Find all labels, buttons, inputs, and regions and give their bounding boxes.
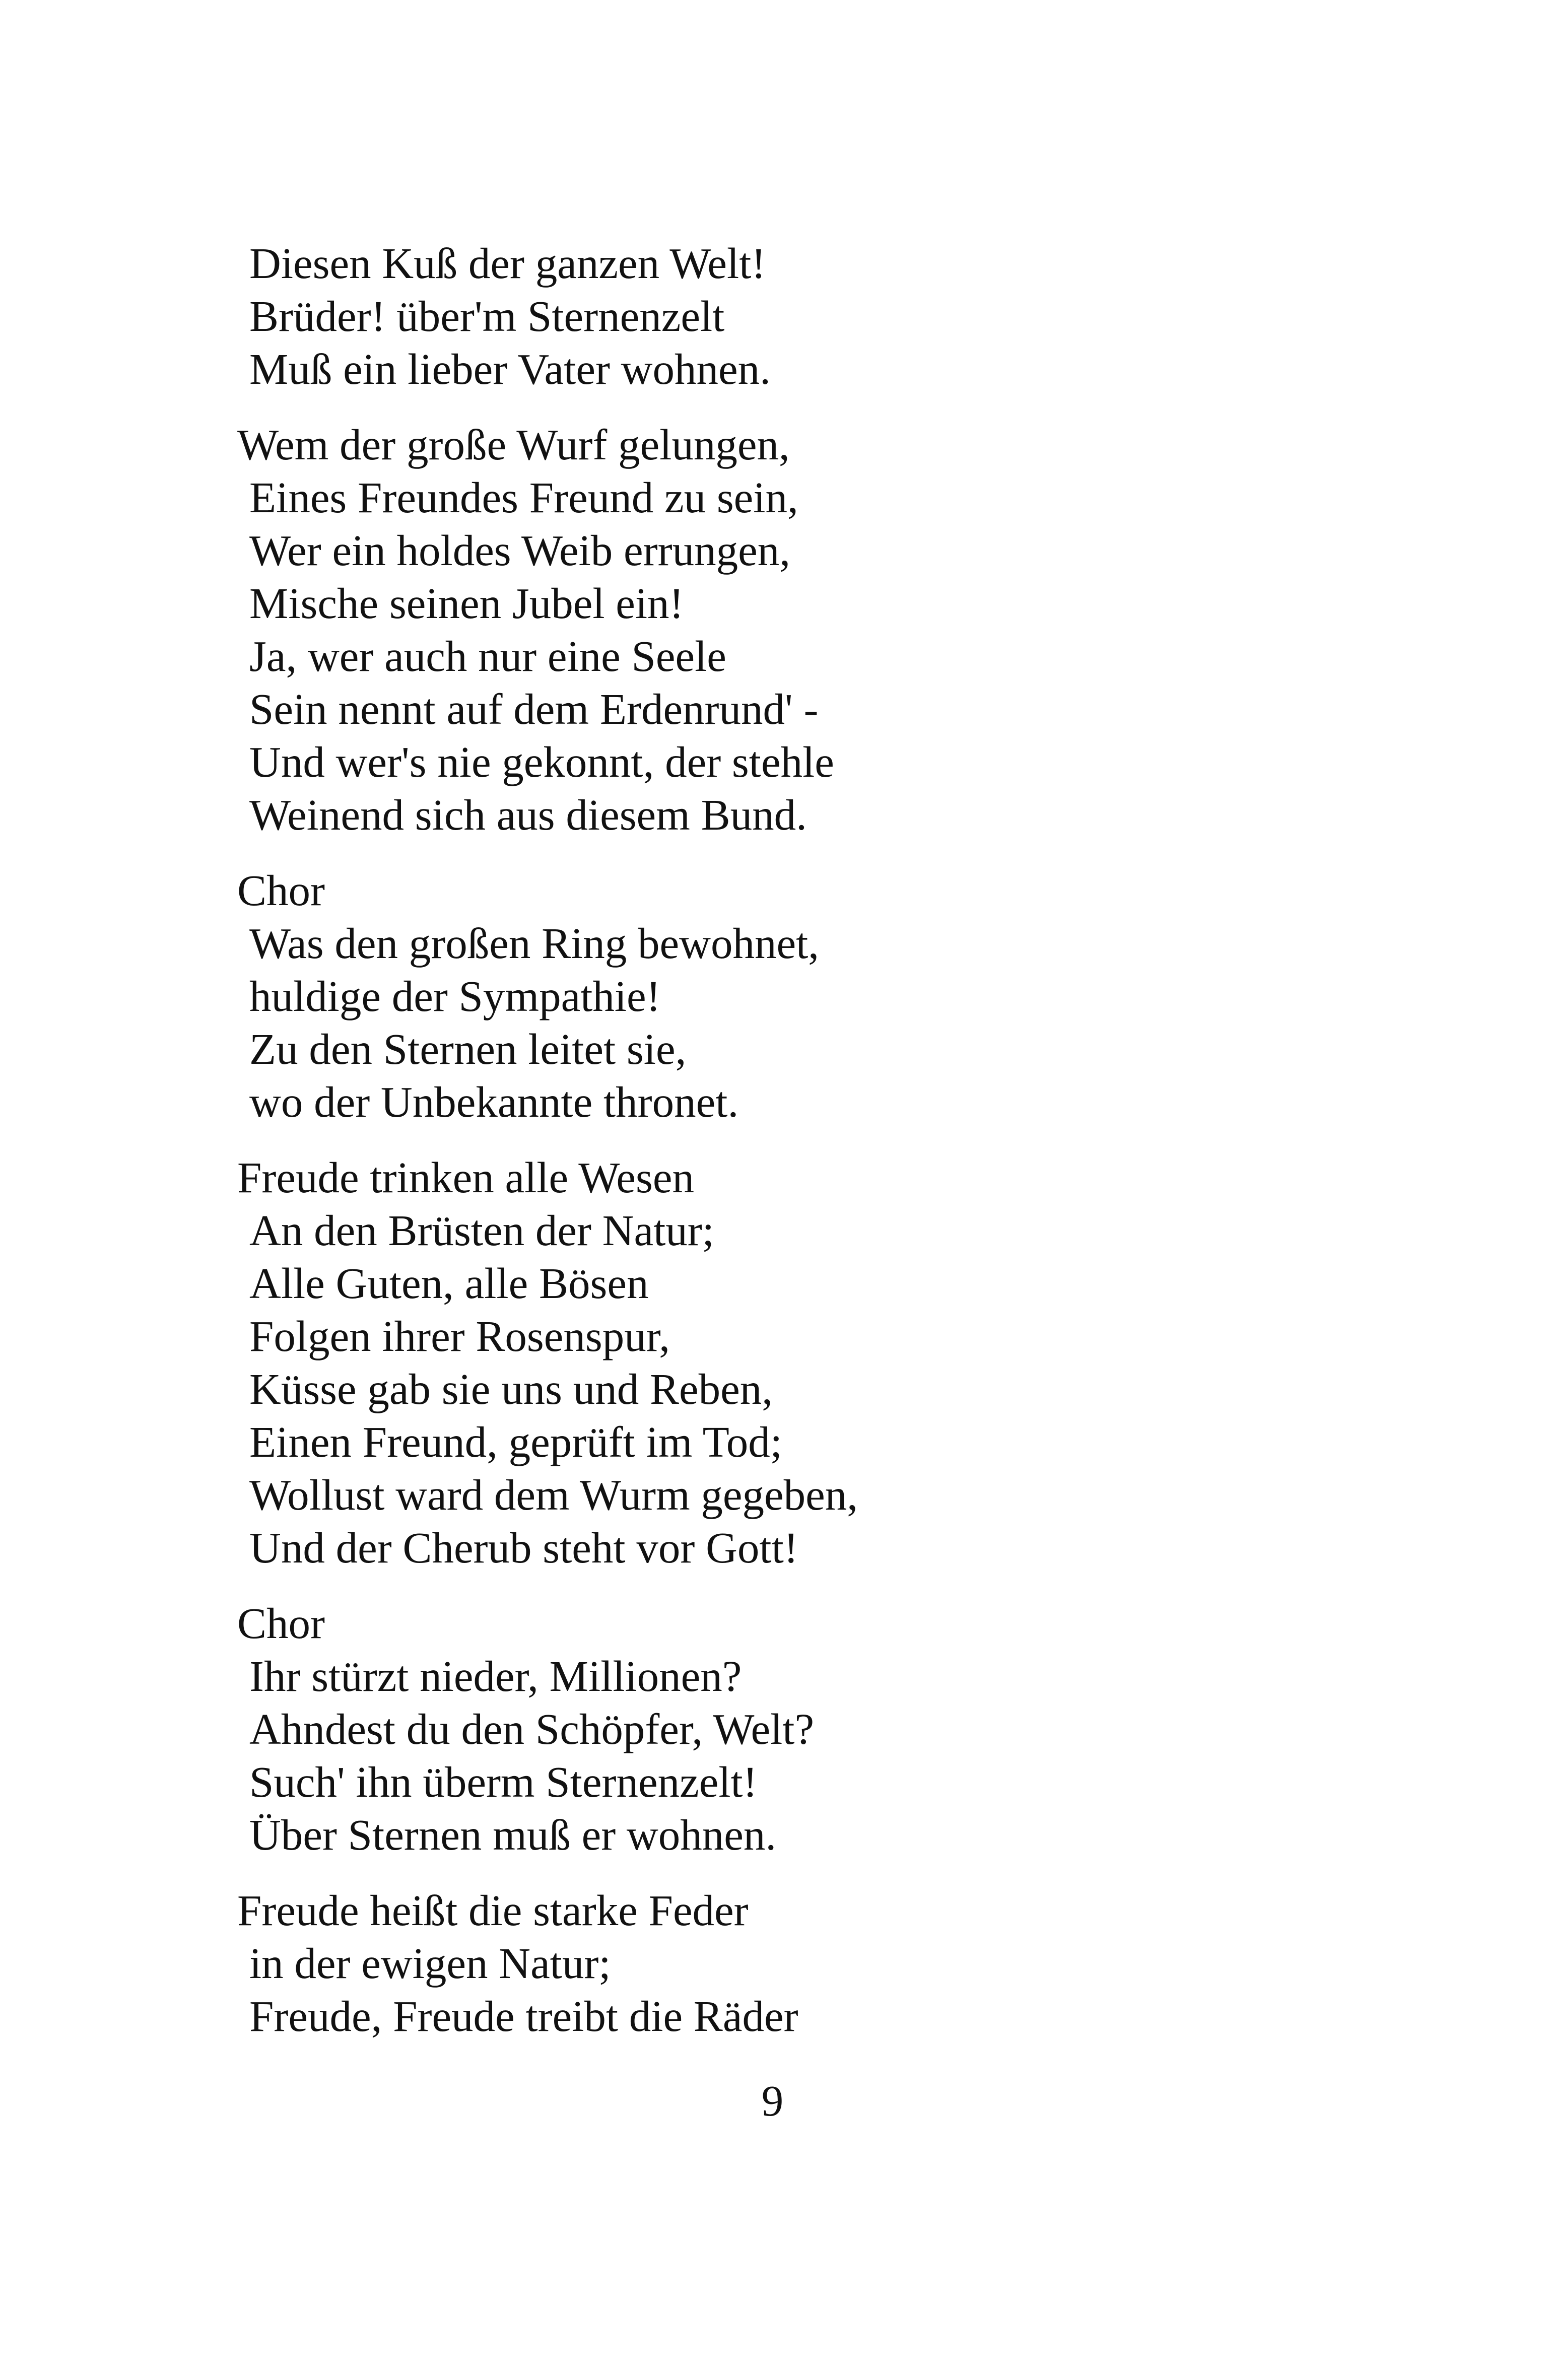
poem-line: Über Sternen muß er wohnen. (249, 1810, 777, 1859)
stanza (237, 1597, 1346, 1861)
page-number (0, 2074, 1547, 2127)
poem-line: Wer ein holdes Weib errungen, (249, 526, 790, 575)
poem-line: Und wer's nie gekonnt, der stehle (249, 737, 834, 786)
poem-line: Freude, Freude treibt die Räder (249, 1992, 798, 2041)
poem-line: Ihr stürzt nieder, Millionen? (249, 1652, 742, 1701)
poem-line: Und der Cherub steht vor Gott! (249, 1523, 798, 1572)
stanza (237, 418, 1346, 841)
poem-line: Alle Guten, alle Bösen (249, 1259, 649, 1308)
poem-line: Wollust ward dem Wurm gegeben, (249, 1470, 858, 1519)
poem-line: Wem der große Wurf gelungen, (237, 420, 790, 469)
stanza (237, 1151, 1346, 1574)
poem-line: in der ewigen Natur; (249, 1939, 611, 1988)
poem-line: Such' ihn überm Sternenzelt! (249, 1757, 758, 1806)
poem-line: Chor (237, 866, 325, 915)
poem-line: Einen Freund, geprüft im Tod; (249, 1417, 782, 1466)
poem-line: Chor (237, 1599, 325, 1648)
poem-line: Ja, wer auch nur eine Seele (249, 632, 726, 681)
poem-line: Muß ein lieber Vater wohnen. (249, 345, 771, 393)
poem-line: Küsse gab sie uns und Reben, (249, 1365, 773, 1413)
poem-line: Eines Freundes Freund zu sein, (249, 473, 798, 522)
stanza (237, 1884, 1346, 2043)
poem-line: Freude trinken alle Wesen (237, 1153, 695, 1202)
poem-line: Diesen Kuß der ganzen Welt! (249, 239, 766, 288)
poem-line: Zu den Sternen leitet sie, (249, 1025, 687, 1073)
poem-line: Sein nennt auf dem Erdenrund' - (249, 685, 819, 733)
poem-line: Ahndest du den Schöpfer, Welt? (249, 1705, 815, 1753)
poem-line: huldige der Sympathie! (249, 972, 661, 1021)
page-number-text: 9 (761, 2076, 784, 2125)
stanza (237, 864, 1346, 1128)
poem-line: Was den großen Ring bewohnet, (249, 919, 819, 968)
poem-line: An den Brüsten der Natur; (249, 1206, 714, 1255)
poem-line: Freude heißt die starke Feder (237, 1886, 749, 1935)
poem-line: wo der Unbekannte thronet. (249, 1077, 739, 1126)
stanza (237, 237, 1346, 395)
poem-line: Weinend sich aus diesem Bund. (249, 790, 807, 839)
poem-line: Folgen ihrer Rosenspur, (249, 1312, 670, 1361)
poem-body (237, 237, 1346, 2065)
poem-line: Brüder! über'm Sternenzelt (249, 292, 725, 341)
poem-line: Mische seinen Jubel ein! (249, 579, 684, 628)
